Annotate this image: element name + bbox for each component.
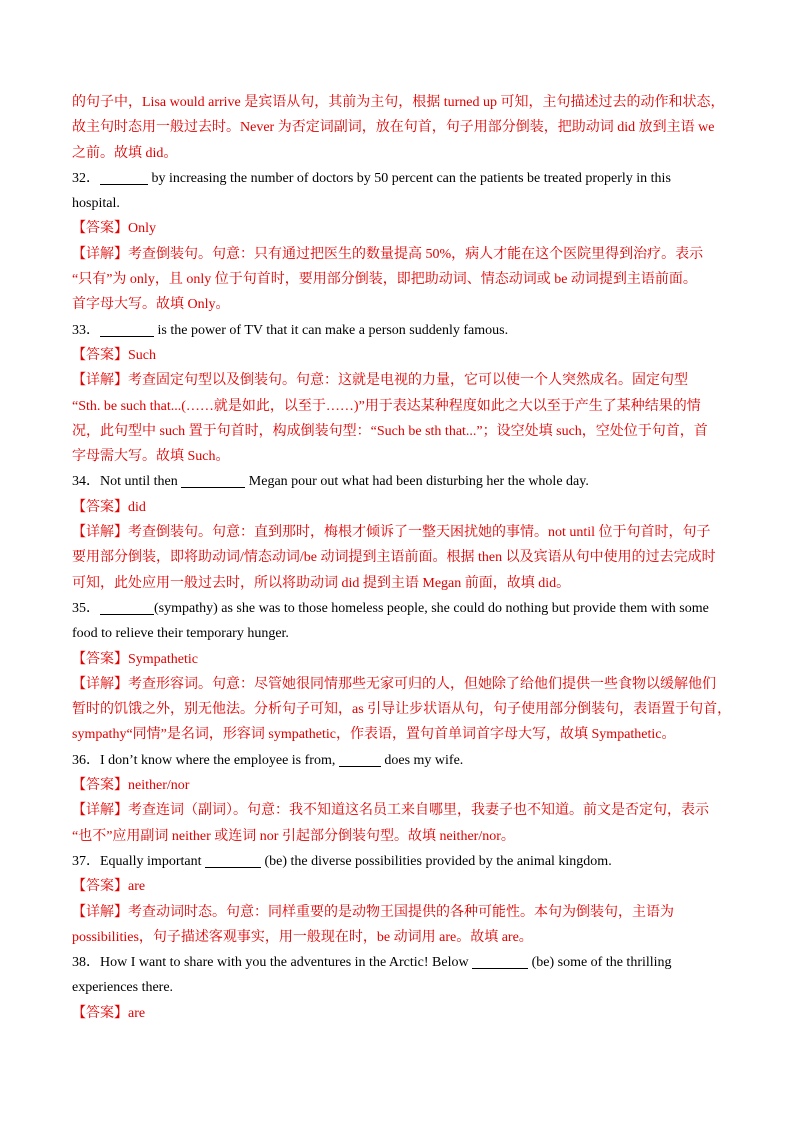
question-line [72,596,728,621]
question-line [72,950,728,975]
question-text: food to relieve their temporary hunger. [72,626,289,642]
explanation-text: 【详解】考查形容词。句意：尽管她很同情那些无家可归的人，但她除了给他们提供一些食物以缓解他们 [72,676,716,692]
explanation-line [72,90,728,115]
answer-blank [100,599,154,615]
answer-text: did [128,499,146,515]
explanation-text: 况，此句型中 such 置于句首时，构成倒装句型：“Such be sth that...”；设空处填 such，空处位于句首，首 [72,423,708,439]
answer-text: Sympathetic [128,651,198,667]
answer-blank [205,852,261,868]
explanation-line [72,115,728,140]
question-prefix: How I want to share with you the adventures in the Arctic! Below [100,955,473,971]
question-line [72,469,728,494]
answer-text: Only [128,221,156,237]
answer-line [72,216,728,241]
explanation-line [72,242,728,267]
answer-blank [100,321,154,337]
question-text: (be) the diverse possibilities provided by the animal kingdom. [260,853,612,869]
question-text: experiences there. [72,980,174,996]
answer-tag: 【答案】 [72,778,128,794]
explanation-line [72,368,728,393]
explanation-line [72,798,728,823]
question-text: (sympathy) as she was to those homeless people, she could do nothing but provide them with some [154,600,709,616]
explanation-line [72,697,732,722]
answer-line [72,773,728,798]
explanation-text: 的句子中，Lisa would arrive 是宾语从句，其前为主句，根据 turned up 可知，主句描述过去的动作和状态， [72,95,725,110]
question-line [72,748,728,773]
explanation-text: possibilities，句子描述客观事实，用一般现在时，be 动词用 are。故填 are。 [72,929,533,945]
question-text: hospital. [72,196,120,212]
explanation-line [72,141,728,166]
explanation-line [72,925,728,950]
explanation-line [72,444,728,469]
answer-line [72,343,728,368]
explanation-line [72,824,728,849]
explanation-text: “Sth. be such that...(……就是如此，以至于……)”用于表达某种程度如此之大以至于产生了某种结果的情 [72,398,701,414]
answer-tag: 【答案】 [72,1005,128,1021]
explanation-line [72,520,728,545]
explanation-line [72,419,728,444]
question-prefix: Not until then [100,474,182,490]
explanation-line [72,292,728,317]
question-number: 33． [72,322,100,338]
explanation-line [72,900,728,925]
answer-tag: 【答案】 [72,499,128,515]
answer-tag: 【答案】 [72,221,128,237]
answer-blank [100,169,148,185]
explanation-text: 故主句时态用一般过去时。Never 为否定词副词，放在句首，句子用部分倒装，把助动词 did 放到主语 we [72,120,715,136]
question-number: 37． [72,853,100,869]
question-text: by increasing the number of doctors by 50 percent can the patients be treated properly in this [148,170,671,186]
answer-blank [181,472,245,488]
explanation-line [72,571,728,596]
answer-text: are [128,879,146,895]
answer-line [72,495,728,520]
answer-blank [472,953,528,969]
answer-text: Such [128,347,156,363]
explanation-text: 之前。故填 did。 [72,145,178,161]
explanation-text: 【详解】考查固定句型以及倒装句。句意：这就是电视的力量，它可以使一个人突然成名。固定句型 [72,373,688,389]
question-number: 38． [72,955,100,971]
answer-text: are [128,1005,146,1021]
explanation-text: 【详解】考查动词时态。句意：同样重要的是动物王国提供的各种可能性。本句为倒装句，主语为 [72,904,674,920]
explanation-text: 【详解】考查连词（副词）。句意：我不知道这名员工来自哪里，我妻子也不知道。前文是否定句，表示 [72,803,709,819]
question-prefix: Equally important [100,853,205,869]
question-number: 35． [72,600,100,616]
answer-text: neither/nor [128,778,190,794]
question-text: is the power of TV that it can make a person suddenly famous. [154,322,509,338]
question-number: 32． [72,170,100,186]
explanation-line [72,394,728,419]
answer-tag: 【答案】 [72,651,128,667]
question-number: 34． [72,474,100,490]
answer-line [72,874,728,899]
explanation-text: 【详解】考查倒装句。句意：直到那时，梅根才倾诉了一整天困扰她的事情。not until 位于句首时，句子 [72,525,711,541]
question-line [72,849,728,874]
question-text: does my wife. [380,752,464,768]
answer-tag: 【答案】 [72,879,128,895]
question-line [72,166,728,191]
explanation-line [72,545,728,570]
question-prefix: I don’t know where the employee is from, [100,752,339,768]
answer-tag: 【答案】 [72,347,128,363]
document-page [72,90,732,1026]
explanation-line [72,672,728,697]
explanation-text: 要用部分倒装，即将助动词/情态动词/be 动词提到主语前面。根据 then 以及宾语从句中使用的过去完成时 [72,550,716,566]
explanation-text: 可知，此处应用一般过去时，所以将助动词 did 提到主语 Megan 前面，故填 did。 [72,575,571,591]
answer-blank [339,751,381,767]
explanation-text: 字母需大写。故填 Such。 [72,449,230,465]
answer-line [72,647,728,672]
explanation-text: 【详解】考查倒装句。句意：只有通过把医生的数量提高 50%，病人才能在这个医院里得到治疗。表示 [72,246,704,262]
question-number: 36． [72,752,100,768]
question-continuation [72,191,728,216]
question-continuation [72,975,728,1000]
explanation-line [72,722,728,747]
explanation-text: “也不”应用副词 neither 或连词 nor 引起部分倒装句型。故填 neither/nor。 [72,828,515,844]
question-text: Megan pour out what had been disturbing her the whole day. [245,474,589,490]
explanation-line [72,267,728,292]
question-continuation [72,621,728,646]
question-line [72,318,728,343]
explanation-text: “只有”为 only，且 only 位于句首时，要用部分倒装，即把助动词、情态动词或 be 动词提到主语前面。 [72,272,697,288]
question-text: (be) some of the thrilling [528,955,672,971]
explanation-text: 暂时的饥饿之外，别无他法。分析句子可知，as 引导让步状语从句，句子使用部分倒装句，表语置于句首， [72,702,732,718]
explanation-text: sympathy“同情”是名词，形容词 sympathetic，作表语，置句首单词首字母大写，故填 Sympathetic。 [72,727,676,743]
explanation-text: 首字母大写。故填 Only。 [72,297,230,313]
answer-line [72,1001,728,1026]
